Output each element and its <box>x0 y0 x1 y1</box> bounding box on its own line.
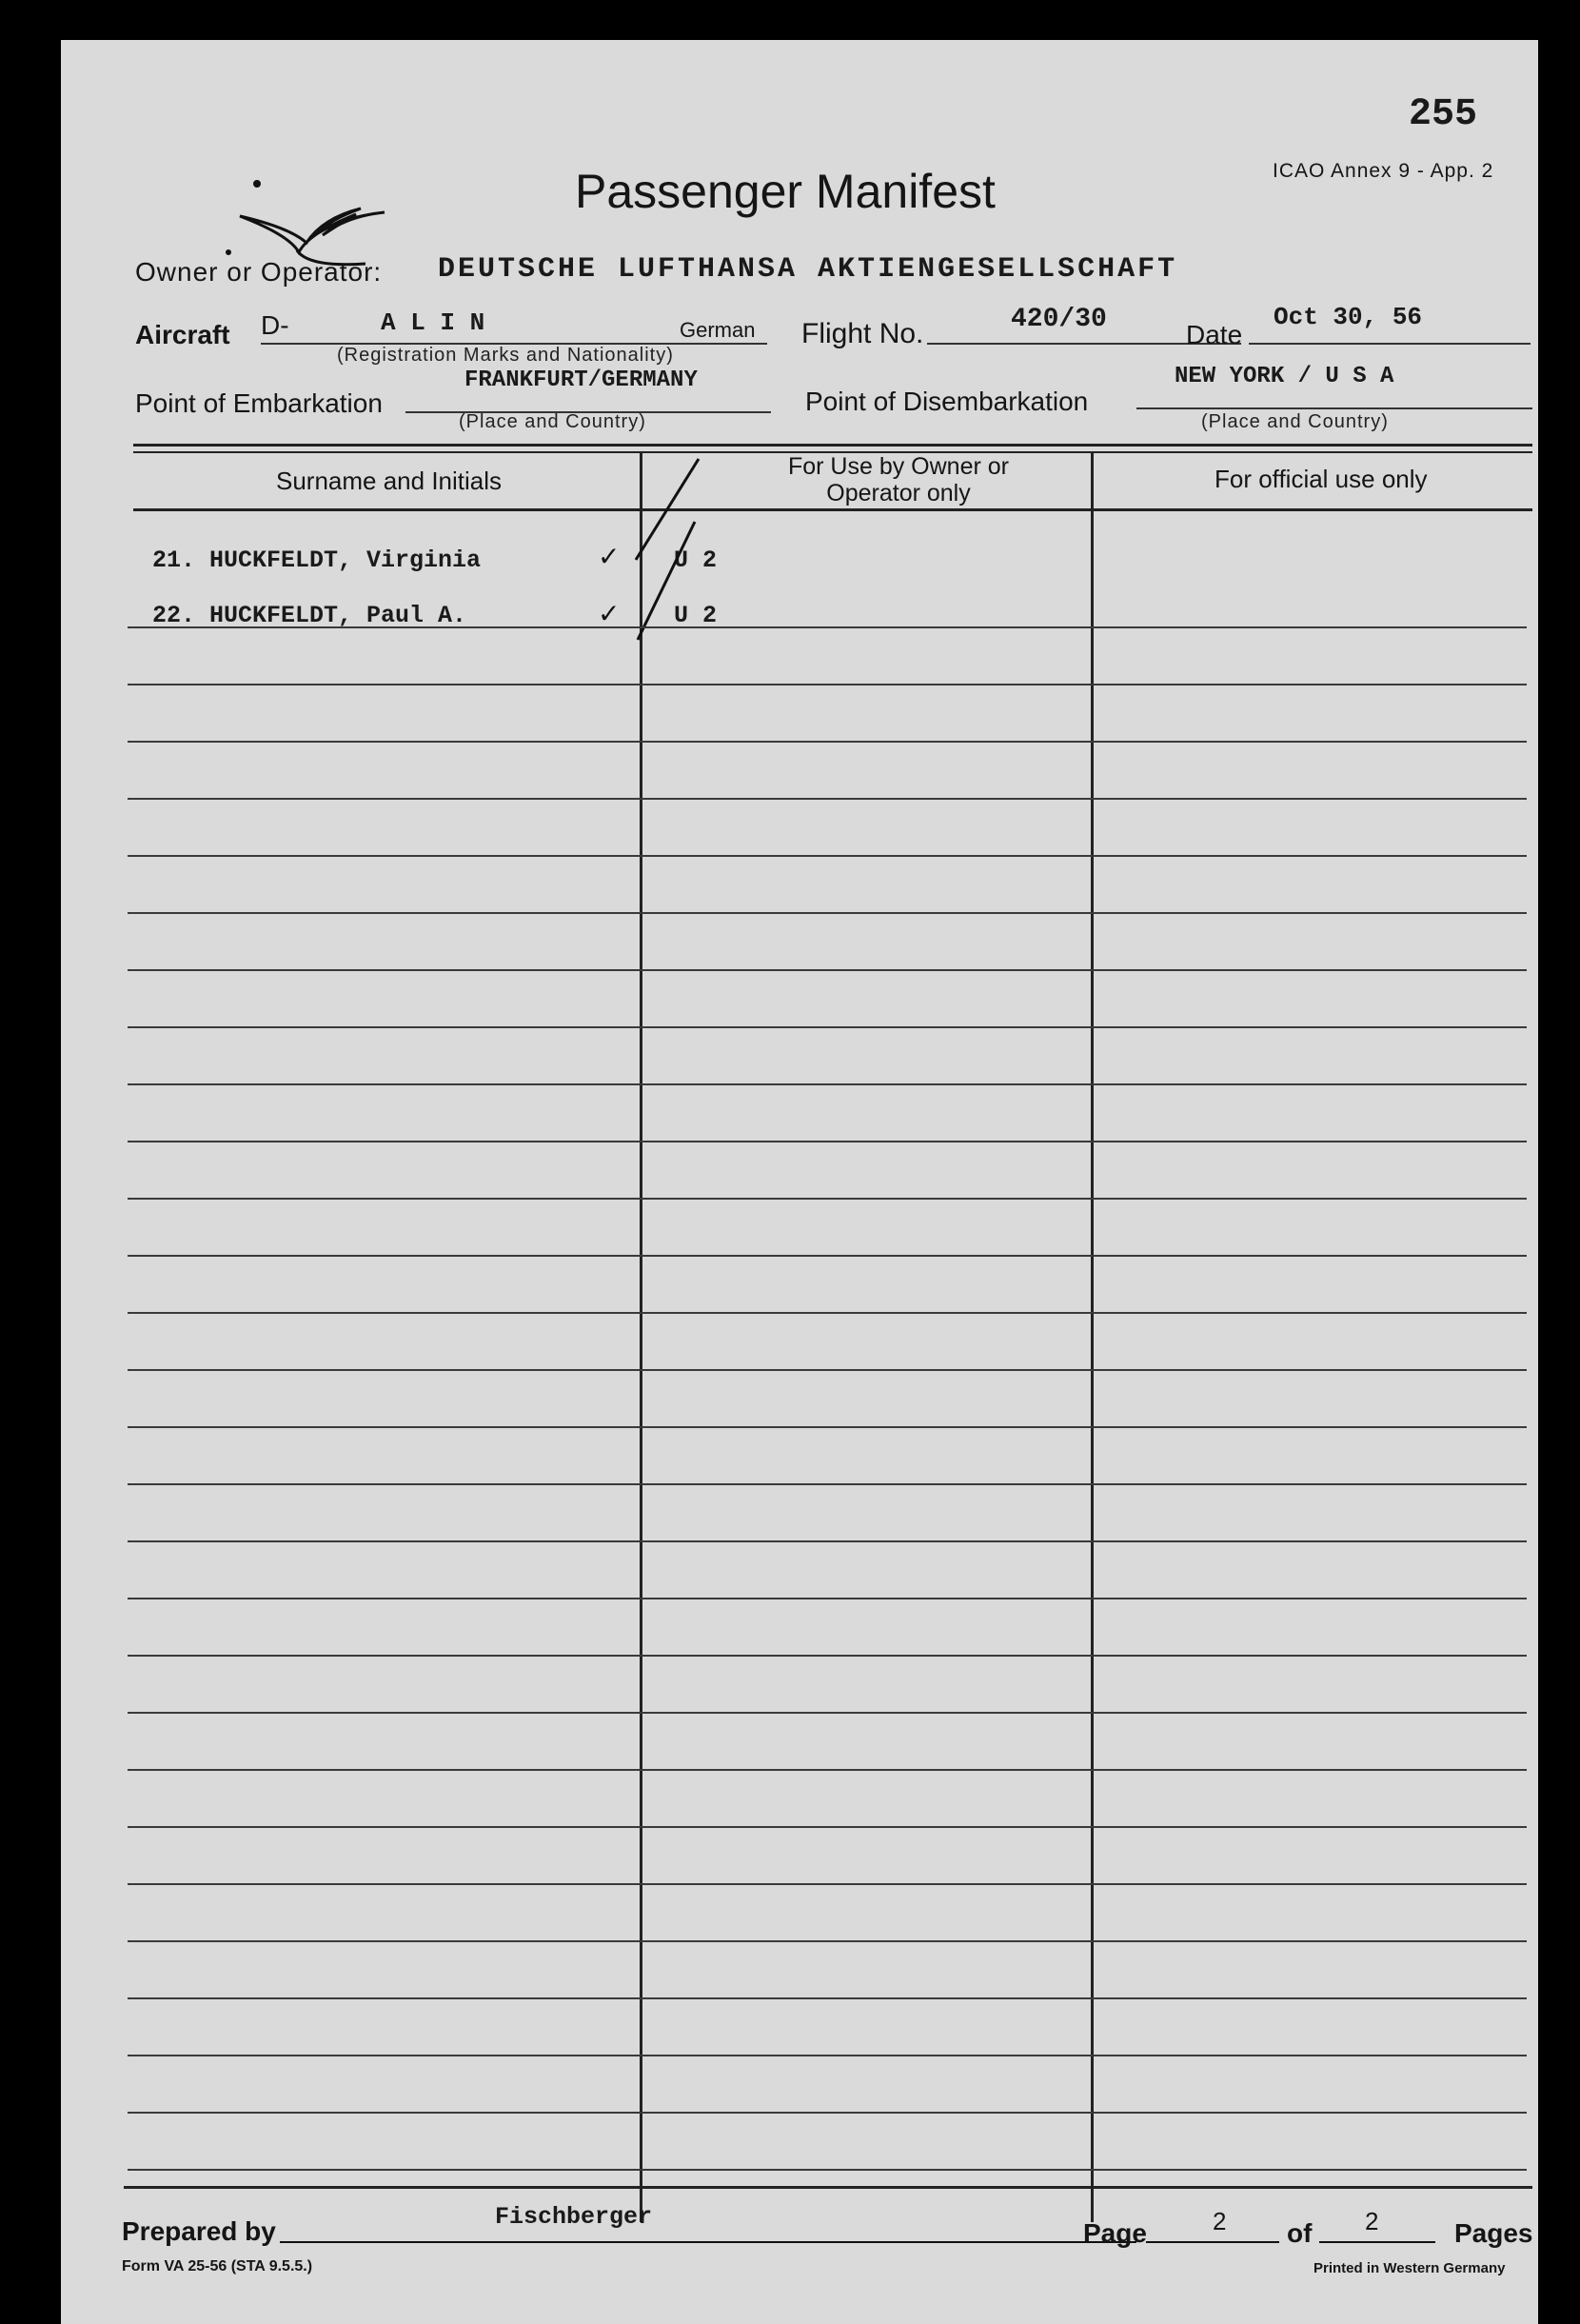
owner-value: DEUTSCHE LUFTHANSA AKTIENGESELLSCHAFT <box>438 253 1178 286</box>
prepared-by-value: Fischberger <box>495 2203 653 2231</box>
date-label: Date <box>1186 320 1243 349</box>
flight-label: Flight No. <box>801 318 924 349</box>
aircraft-registration: A L I N <box>381 308 485 337</box>
disembarkation-value: NEW YORK / U S A <box>1175 364 1394 389</box>
aircraft-caption: (Registration Marks and Nationality) <box>337 345 674 366</box>
flight-value: 420/30 <box>1011 305 1107 334</box>
of-label: of <box>1287 2218 1313 2248</box>
page-value: 2 <box>1213 2207 1227 2235</box>
disembarkation-caption: (Place and Country) <box>1201 411 1389 432</box>
owner-label: Owner or Operator: <box>135 257 383 287</box>
embarkation-value: FRANKFURT/GERMANY <box>464 367 698 393</box>
form-id: Form VA 25-56 (STA 9.5.5.) <box>122 2258 313 2274</box>
page-label: Page <box>1083 2218 1147 2248</box>
of-value: 2 <box>1365 2207 1379 2235</box>
aircraft-prefix: D- <box>261 310 289 340</box>
passenger-code: U 2 <box>674 602 718 629</box>
page-number: 255 <box>1409 93 1478 136</box>
passenger-code: U 2 <box>674 546 718 574</box>
check-mark-icon: ✓ <box>598 599 621 628</box>
embarkation-caption: (Place and Country) <box>459 411 646 432</box>
printed-in: Printed in Western Germany <box>1313 2260 1506 2276</box>
embarkation-label: Point of Embarkation <box>135 388 383 418</box>
passenger-name: 21. HUCKFELDT, Virginia <box>152 546 482 574</box>
document-title: Passenger Manifest <box>575 165 996 218</box>
column-header-surname: Surname and Initials <box>276 467 503 495</box>
aircraft-label: Aircraft <box>135 320 230 349</box>
icao-reference: ICAO Annex 9 - App. 2 <box>1273 160 1494 182</box>
pages-label: Pages <box>1454 2218 1533 2248</box>
disembarkation-label: Point of Disembarkation <box>805 387 1089 416</box>
column-header-owner-use: For Use by Owner or Operator only <box>787 453 1009 507</box>
aircraft-nationality: German <box>680 318 756 342</box>
check-mark-icon <box>632 516 708 649</box>
prepared-by-label: Prepared by <box>122 2216 276 2246</box>
date-value: Oct 30, 56 <box>1274 303 1423 331</box>
passenger-name: 22. HUCKFELDT, Paul A. <box>152 602 467 629</box>
manifest-sheet <box>61 40 1538 2324</box>
check-mark-icon: ✓ <box>598 542 621 571</box>
column-header-official-use: For official use only <box>1215 465 1428 493</box>
